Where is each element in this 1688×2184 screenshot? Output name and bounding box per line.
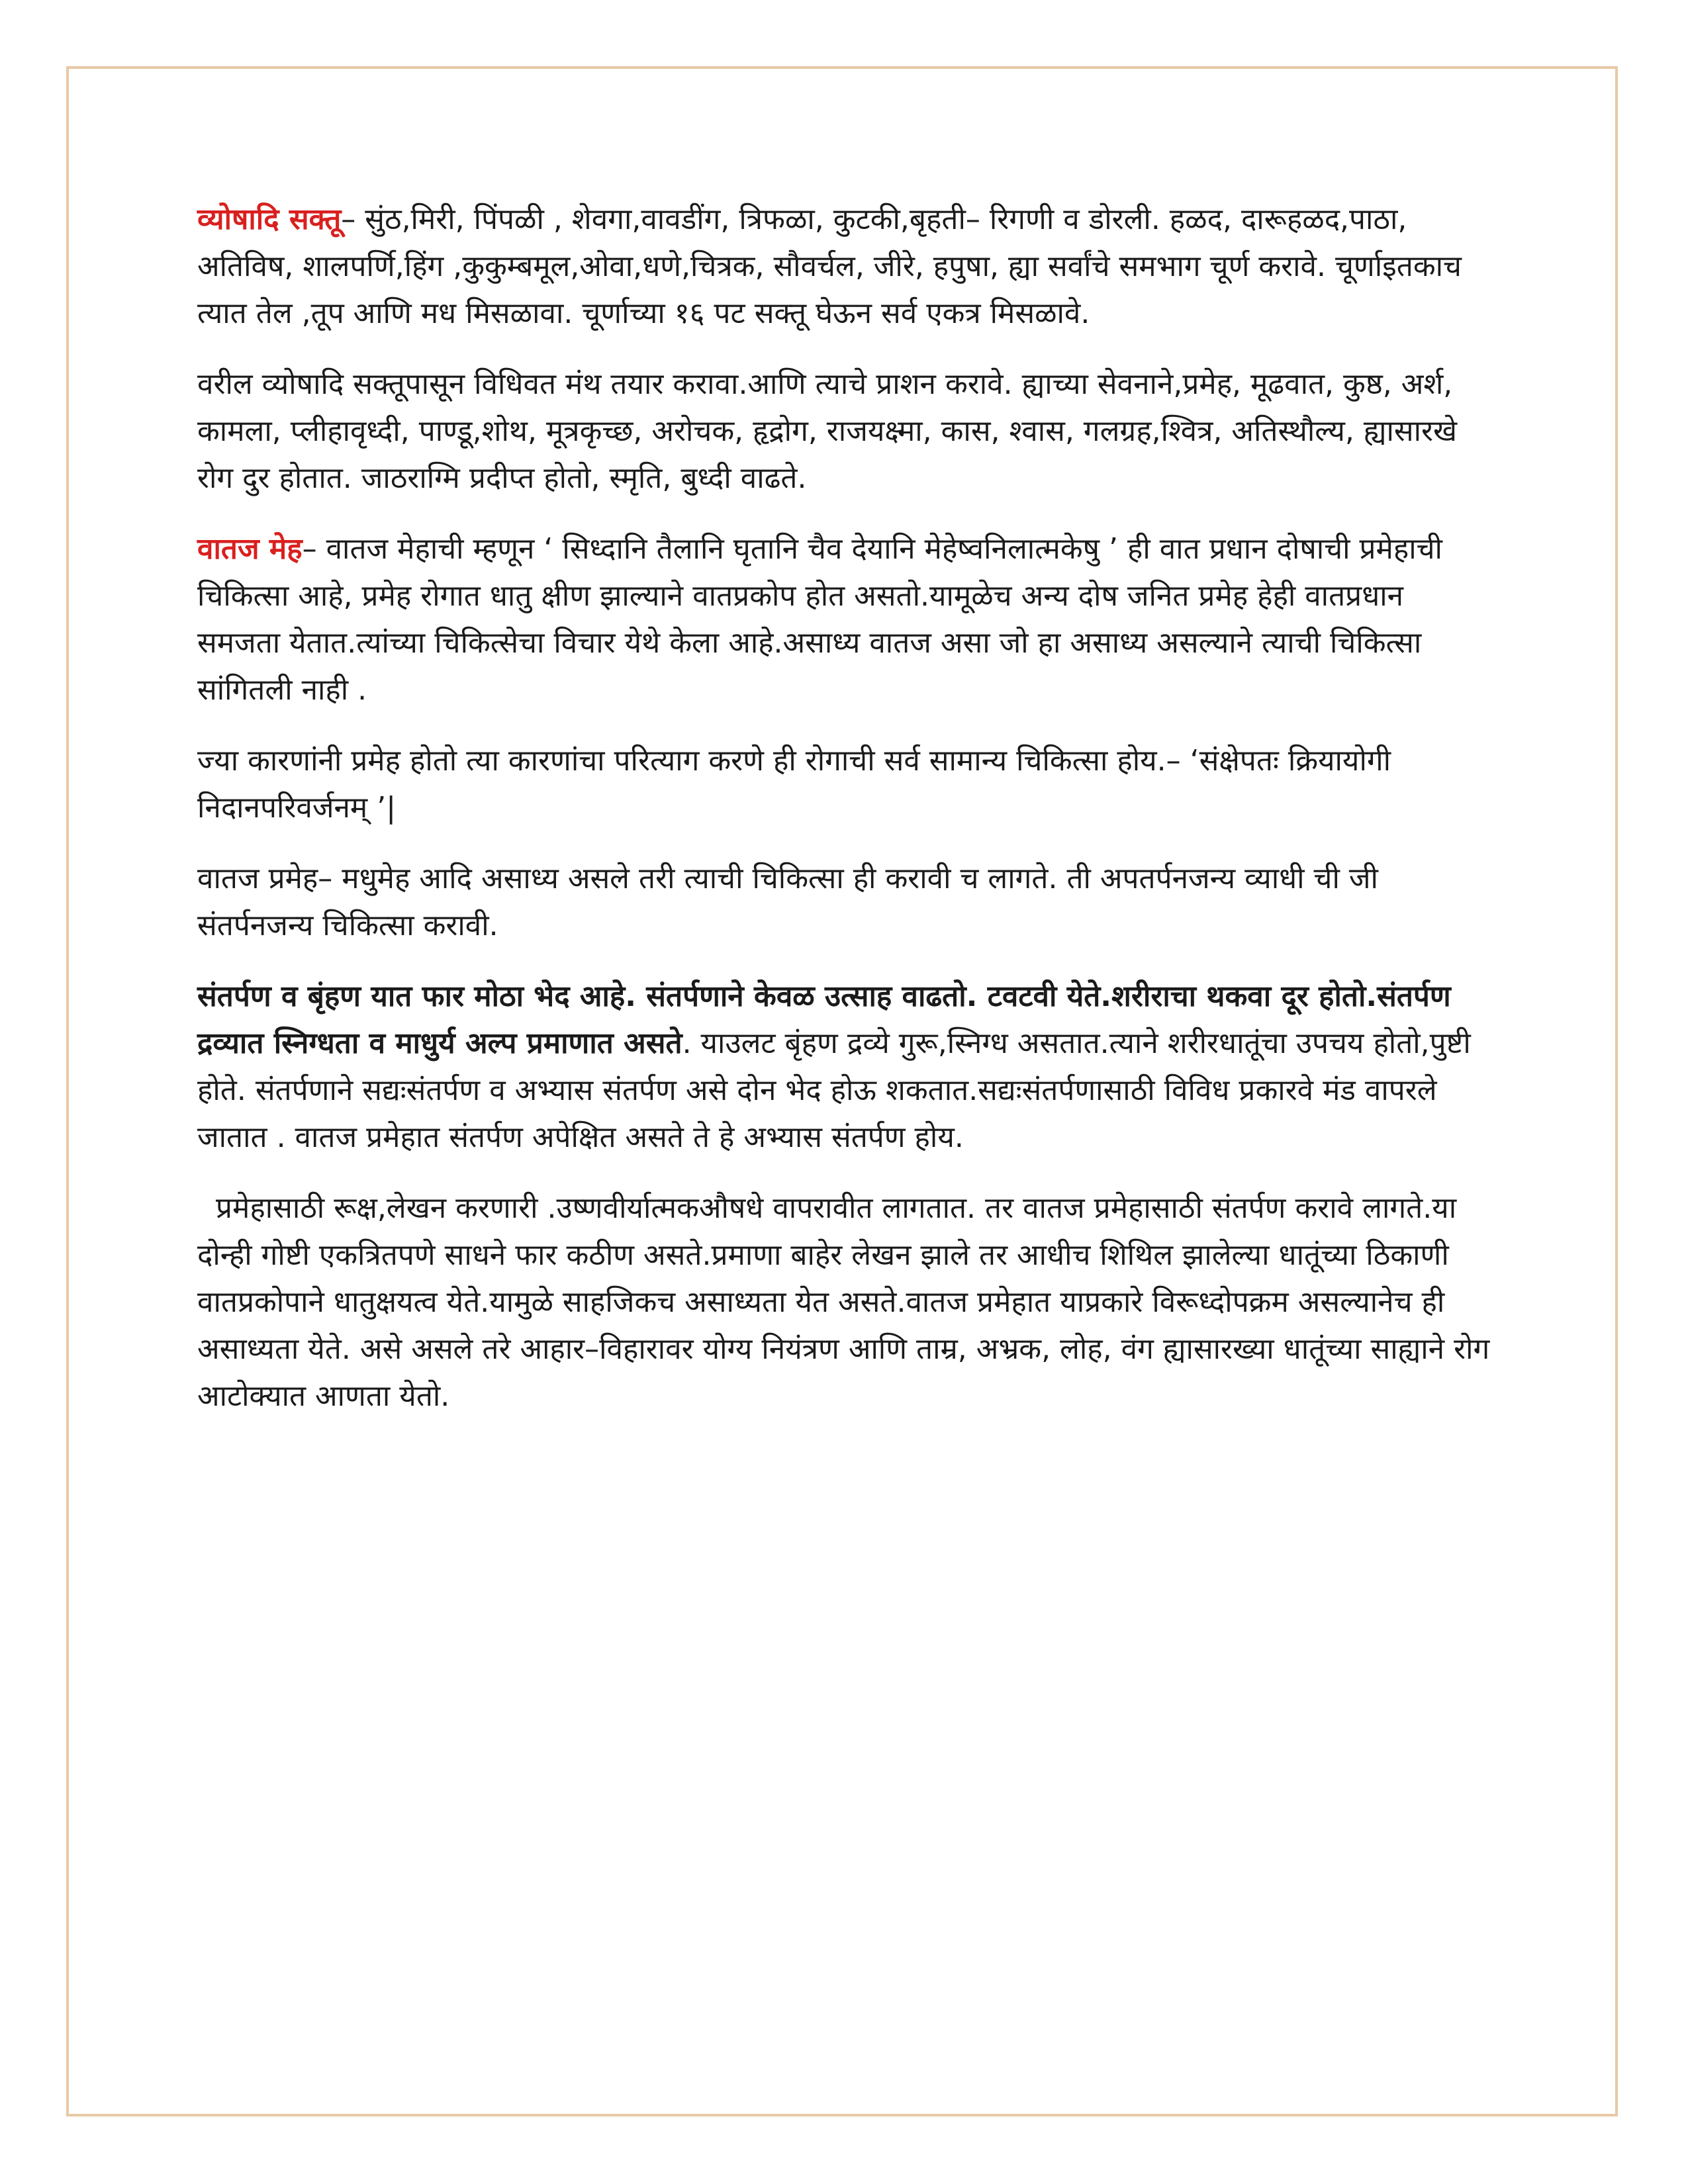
paragraph-santarpan-brinhan (197, 973, 1495, 1161)
paragraph-asadhyata (197, 1185, 1495, 1420)
paragraph-text: – सुंठ,मिरी, पिंपळी , शेवगा,वावडींग, त्रिफळा, कुटकी,बृहती– रिगणी व डोरली. हळद, दारूहळद,पाठा, अतिविष, शालपर्णि,हिंग ,कुकुम्बमूल,ओवा,धणे,चित्रक, सौवर्चल, जीरे, हपुषा, ह्या सर्वांचे समभाग चूर्ण करावे. चूर्णाइतकाच त्यात तेल ,तूप आणि मध मिसळावा. चूर्णाच्या १६ पट सक्तू घेऊन सर्व एकत्र मिसळावे. (197, 203, 1462, 330)
bold-statement: संतर्पण व बृंहण यात फार मोठा भेद आहे. संतर्पणाने केवळ उत्साह वाढतो. टवटवी येते.शरीराचा थकवा दूर होतो.संतर्पण द्रव्यात स्निग्धता व माधुर्य अल्प प्रमाणात असते (197, 979, 1451, 1060)
heading-vyoshadi-saktu: व्योषादि सक्तू (197, 203, 342, 236)
paragraph-text: वातज प्रमेह– मधुमेह आदि असाध्य असले तरी त्याची चिकित्सा ही करावी च लागते. ती अपतर्पनजन्य व्याधी ची जी संतर्पनजन्य चिकित्सा करावी. (197, 862, 1378, 942)
paragraph-vataj-meh (197, 525, 1495, 713)
document-body (197, 196, 1495, 1443)
heading-vataj-meh: वातज मेह (197, 532, 303, 566)
paragraph-text: . याउलट बृंहण द्रव्ये गुरू,स्निग्ध असतात.त्याने शरीरधातूंचा उपचय होतो,पुष्टी होते. संतर्पणाने सद्यःसंतर्पण व अभ्यास संतर्पण असे दोन भेद होऊ शकतात.सद्यःसंतर्पणासाठी विविध प्रकारवे मंड वापरले जातात . वातज प्रमेहात संतर्पण अपेक्षित असते ते हे अभ्यास संतर्पण होय. (197, 1026, 1471, 1154)
paragraph-vataj-prameh (197, 855, 1495, 949)
paragraph-nidan-parivarjan (197, 737, 1495, 831)
paragraph-text: वरील व्योषादि सक्तूपासून विधिवत मंथ तयार करावा.आणि त्याचे प्राशन करावे. ह्याच्या सेवनाने,प्रमेह, मूढवात, कुष्ठ, अर्श, कामला, प्लीहावृध्दी, पाण्डू,शोथ, मूत्रकृच्छ, अरोचक, हृद्रोग, राजयक्ष्मा, कास, श्वास, गलग्रह,श्वित्र, अतिस्थौल्य, ह्यासारखे रोग दुर होतात. जाठराग्मि प्रदीप्त होतो, स्मृति, बुध्दी वाढते. (197, 367, 1457, 495)
paragraph-manth-benefits (197, 361, 1495, 502)
paragraph-vyoshadi-saktu (197, 196, 1495, 337)
paragraph-text: प्रमेहासाठी रूक्ष,लेखन करणारी .उष्णवीर्यात्मकऔषधे वापरावीत लागतात. तर वातज प्रमेहासाठी संतर्पण करावे लागते.या दोन्ही गोष्टी एकत्रितपणे साधने फार कठीण असते.प्रमाणा बाहेर लेखन झाले तर आधीच शिथिल झालेल्या धातूंच्या ठिकाणी वातप्रकोपाने धातुक्षयत्व येते.यामुळे साहजिकच असाध्यता येत असते.वातज प्रमेहात याप्रकारे विरूध्दोपक्रम असल्यानेच ही असाध्यता येते. असे असले तरे आहार–विहारावर योग्य नियंत्रण आणि ताम्र, अभ्रक, लोह, वंग ह्यासारख्या धातूंच्या साह्याने रोग आटोक्यात आणता येतो. (197, 1191, 1490, 1413)
paragraph-text: – वातज मेहाची म्हणून ‘ सिध्दानि तैलानि घृतानि चैव देयानि मेहेष्वनिलात्मकेषु ’ ही वात प्रधान दोषाची प्रमेहाची चिकित्सा आहे, प्रमेह रोगात धातु क्षीण झाल्याने वातप्रकोप होत असतो.यामूळेच अन्य दोष जनित प्रमेह हेही वातप्रधान समजता येतात.त्यांच्या चिकित्सेचा विचार येथे केला आहे.असाध्य वातज असा जो हा असाध्य असल्याने त्याची चिकित्सा सांगितली नाही . (197, 532, 1442, 707)
paragraph-text: ज्या कारणांनी प्रमेह होतो त्या कारणांचा परित्याग करणे ही रोगाची सर्व सामान्य चिकित्सा होय.– ‘संक्षेपतः क्रियायोगी निदानपरिवर्जनम् ’| (197, 744, 1391, 825)
